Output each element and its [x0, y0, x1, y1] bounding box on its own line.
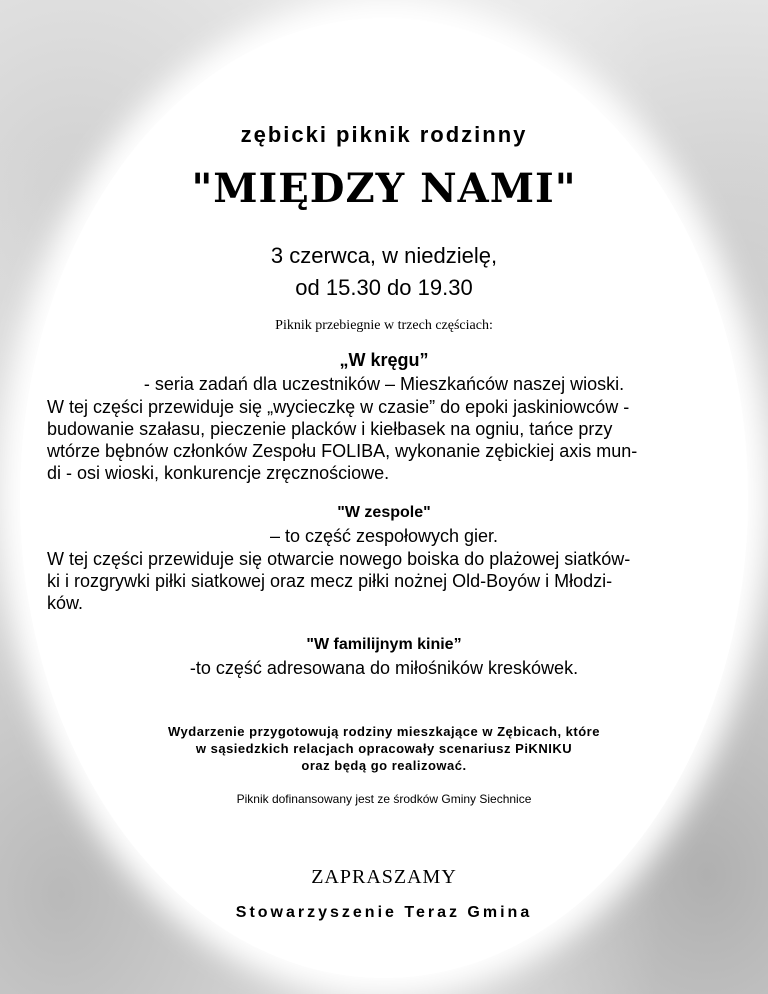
paragraph-line: W tej części przewiduje się otwarcie nowego boiska do plażowej siatków-	[47, 549, 631, 569]
organizers-line-1: Wydarzenie przygotowują rodziny mieszkające w Zębicach, które	[168, 724, 600, 739]
organizers-note	[0, 723, 768, 774]
section-1-title: „W kręgu”	[339, 350, 429, 370]
event-subtitle: zębicki piknik rodzinny	[240, 122, 528, 147]
paragraph-line: ków.	[47, 593, 84, 613]
paragraph-line: budowanie szałasu, pieczenie placków i kiełbasek na ogniu, tańce przy	[47, 419, 613, 439]
organizers-line-2: w sąsiedzkich relacjach opracowały scenariusz PiKNIKU	[195, 741, 573, 756]
paragraph-line: wtórze bębnów członków Zespołu FOLIBA, wykonanie zębickiej axis mun-	[47, 441, 638, 461]
event-title: "MIĘDZY NAMI"	[191, 165, 577, 212]
section-1-subtitle: - seria zadań dla uczestników – Mieszkańców naszej wioski.	[143, 374, 625, 394]
association-name: Stowarzyszenie Teraz Gmina	[235, 904, 533, 921]
section-1-paragraph	[47, 396, 727, 484]
section-3-title: "W familijnym kinie”	[306, 636, 462, 653]
paragraph-line: di - osi wioski, konkurencje zręcznościowe.	[47, 463, 390, 483]
invitation-text: ZAPRASZAMY	[311, 866, 457, 888]
event-date	[0, 240, 768, 304]
section-2-paragraph	[47, 548, 727, 614]
organizers-line-3: oraz będą go realizować.	[301, 758, 467, 773]
date-line-1: 3 czerwca, w niedzielę,	[270, 243, 498, 268]
date-line-2: od 15.30 do 19.30	[295, 275, 473, 300]
intro-text: Piknik przebiegnie w trzech częściach:	[275, 318, 493, 333]
paragraph-line: ki i rozgrywki piłki siatkowej oraz mecz piłki nożnej Old-Boyów i Młodzi-	[47, 571, 613, 591]
section-2-subtitle: – to część zespołowych gier.	[269, 526, 499, 546]
funding-note: Piknik dofinansowany jest ze środków Gminy Siechnice	[236, 792, 532, 806]
paragraph-line: W tej części przewiduje się „wycieczkę w czasie” do epoki jaskiniowców -	[47, 397, 630, 417]
section-3-subtitle: -to część adresowana do miłośników kreskówek.	[189, 658, 579, 678]
section-2-title: "W zespole"	[337, 504, 431, 521]
